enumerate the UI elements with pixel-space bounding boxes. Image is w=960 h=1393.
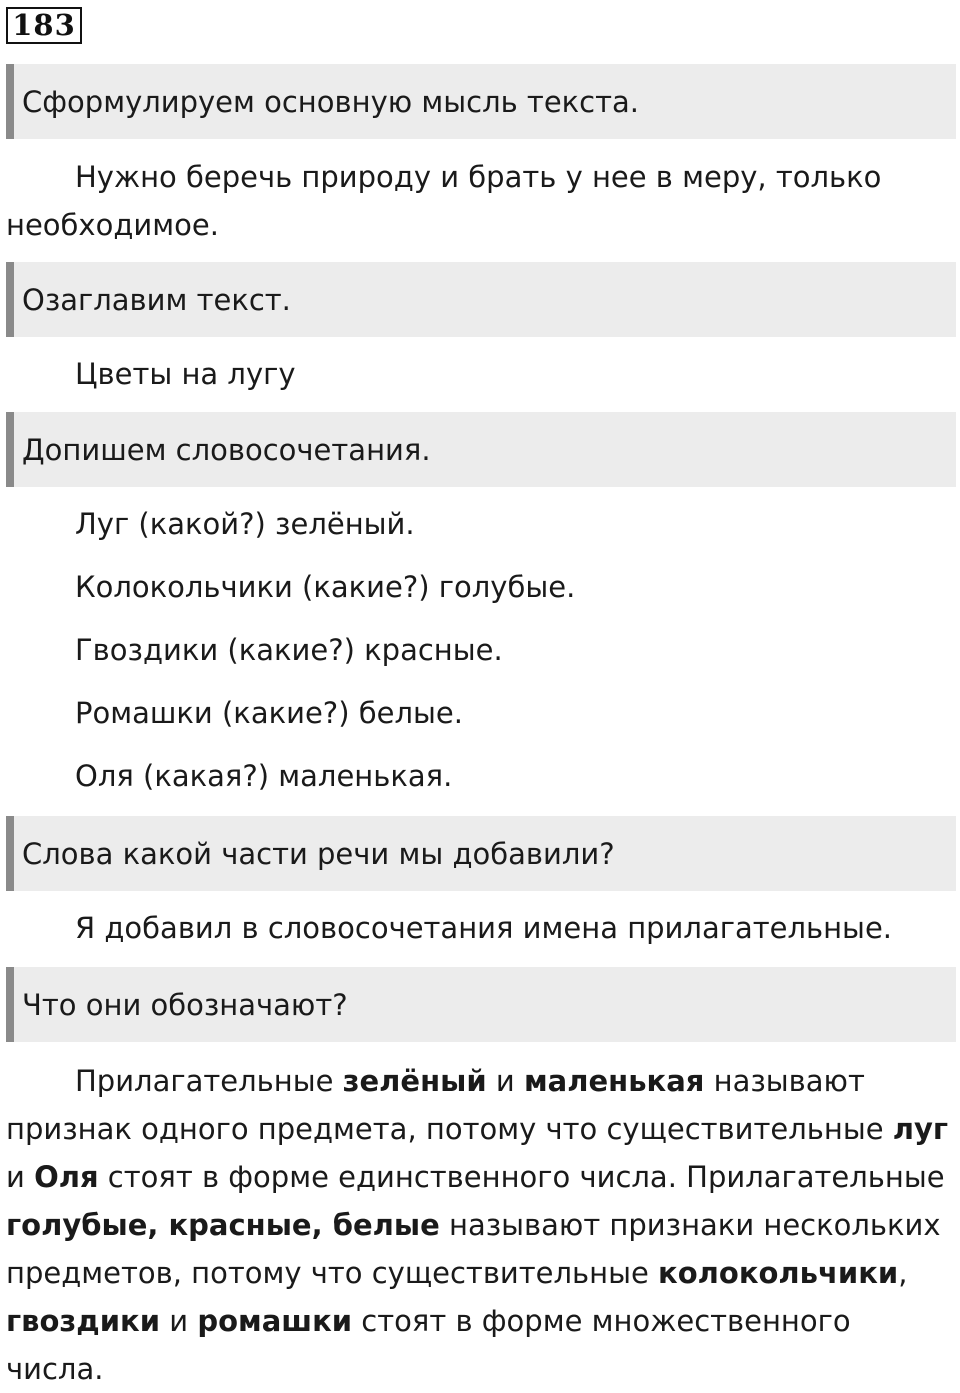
question-text: Сформулируем основную мысль текста. — [22, 84, 640, 119]
bold-word: гвоздики — [6, 1304, 161, 1338]
answer-text: Прилагательные — [75, 1064, 343, 1098]
question-text: Допишем словосочетания. — [22, 432, 431, 467]
answer-text: , — [898, 1256, 908, 1290]
question-meaning — [6, 967, 956, 1042]
phrase-item: Гвоздики (какие?) красные. — [75, 633, 503, 667]
answer-text: называют признак одного предмета, потому что существительные — [6, 1064, 893, 1146]
phrase-item: Луг (какой?) зелёный. — [75, 507, 415, 541]
bold-word: голубые, красные, белые — [6, 1208, 440, 1242]
phrase-item: Ромашки (какие?) белые. — [75, 696, 463, 730]
question-text: Озаглавим текст. — [22, 282, 291, 317]
question-text: Слова какой части речи мы добавили? — [22, 836, 615, 871]
question-part-of-speech — [6, 816, 956, 891]
answer-meaning — [6, 1057, 956, 1393]
phrase-item: Колокольчики (какие?) голубые. — [75, 570, 576, 604]
answer-text: и — [6, 1160, 35, 1194]
phrase-item: Оля (какая?) маленькая. — [75, 759, 453, 793]
answer-main-idea: Нужно беречь природу и брать у нее в меру, только необходимое. — [6, 160, 882, 242]
bold-word: колокольчики — [658, 1256, 899, 1290]
answer-title: Цветы на лугу — [75, 357, 296, 391]
answer-text: стоят в форме единственного числа. Прилагательные — [98, 1160, 945, 1194]
bold-word: маленькая — [523, 1064, 705, 1098]
bold-word: ромашки — [197, 1304, 353, 1338]
bold-word: Оля — [34, 1160, 99, 1194]
question-main-idea — [6, 64, 956, 139]
bold-word: зелёный — [342, 1064, 487, 1098]
answer-text: называют признаки нескольких предметов, потому что существительные — [6, 1208, 941, 1290]
question-phrases — [6, 412, 956, 487]
bold-word: луг — [892, 1112, 949, 1146]
answer-text: стоят в форме множественного числа. — [6, 1304, 851, 1386]
answer-part-of-speech: Я добавил в словосочетания имена прилагательные. — [75, 911, 892, 945]
question-title — [6, 262, 956, 337]
answer-text: и — [160, 1304, 198, 1338]
answer-text: и — [486, 1064, 524, 1098]
exercise-number: 183 — [6, 7, 82, 44]
question-text: Что они обозначают? — [22, 987, 348, 1022]
